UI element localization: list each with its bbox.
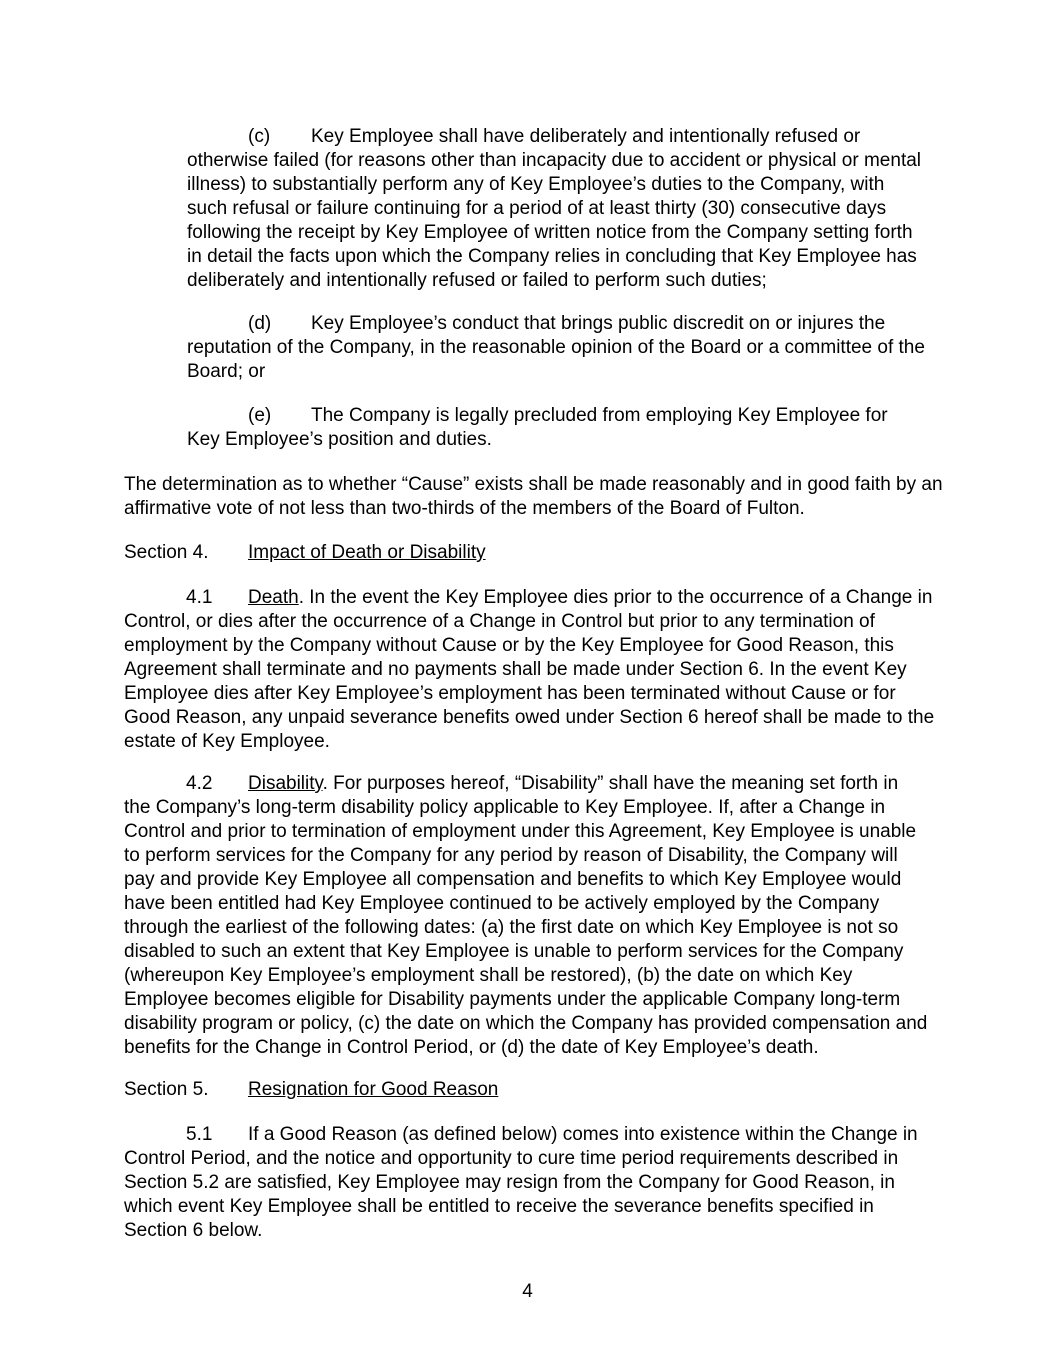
text-line: such refusal or failure continuing for a period of at least thirty (30) consecutive days	[187, 198, 887, 219]
paragraph-number: 4.1	[186, 587, 213, 608]
list-marker: (c)	[248, 126, 271, 147]
text-line: Section 6 below.	[124, 1220, 263, 1241]
text-line: Key Employee’s position and duties.	[187, 429, 492, 450]
section-title: Impact of Death or Disability	[248, 542, 486, 563]
paragraph-e	[187, 404, 888, 452]
text-line: following the receipt by Key Employee of written notice from the Company setting forth	[187, 222, 913, 243]
paragraph-number: 4.2	[186, 773, 213, 794]
text-line: Control, or dies after the occurrence of a Change in Control but prior to any termination of	[124, 611, 875, 632]
section-label: Section 4.	[124, 542, 209, 563]
text-line: The Company is legally precluded from employing Key Employee for	[311, 405, 888, 426]
text-line: disabled to such an extent that Key Employee is unable to perform services for the Company	[124, 941, 904, 962]
text-line: estate of Key Employee.	[124, 731, 330, 752]
text-line: Employee dies after Key Employee’s employment has been terminated without Cause or for	[124, 683, 896, 704]
text-line: employment by the Company without Cause or by the Key Employee for Good Reason, this	[124, 635, 894, 656]
cause-determination-paragraph	[124, 473, 943, 521]
text-line: disability program or policy, (c) the date on which the Company has provided compensation and	[124, 1013, 928, 1034]
text-line: in detail the facts upon which the Company relies in concluding that Key Employee has	[187, 246, 917, 267]
paragraph-4-2	[124, 772, 927, 1060]
text-line: through the earliest of the following dates: (a) the first date on which Key Employee is not so	[124, 917, 899, 938]
paragraph-4-1	[124, 586, 934, 754]
paragraph-5-1	[124, 1123, 918, 1243]
text-line: . In the event the Key Employee dies prior to the occurrence of a Change in	[298, 587, 933, 608]
paragraph-heading: Disability	[248, 773, 323, 794]
text-line: Key Employee shall have deliberately and intentionally refused or	[311, 126, 861, 147]
page-number: 4	[522, 1281, 533, 1302]
text-line: the Company’s long-term disability policy applicable to Key Employee. If, after a Change in	[124, 797, 886, 818]
paragraph-heading: Death	[248, 587, 299, 608]
section-label: Section 5.	[124, 1079, 209, 1100]
paragraph-c	[187, 125, 921, 293]
text-line: benefits for the Change in Control Period, or (d) the date of Key Employee’s death.	[124, 1037, 819, 1058]
text-line: to perform services for the Company for any period by reason of Disability, the Company will	[124, 845, 898, 866]
list-marker: (d)	[248, 313, 272, 334]
text-line: Key Employee’s conduct that brings public discredit on or injures the	[311, 313, 886, 334]
text-line: Control Period, and the notice and opportunity to cure time period requirements described in	[124, 1148, 899, 1169]
text-line: pay and provide Key Employee all compensation and benefits to which Key Employee would	[124, 869, 902, 890]
text-line: Employee becomes eligible for Disability payments under the applicable Company long-term	[124, 989, 901, 1010]
text-line: If a Good Reason (as defined below) comes into existence within the Change in	[248, 1124, 918, 1145]
text-line: The determination as to whether “Cause” exists shall be made reasonably and in good faith by an	[124, 474, 943, 495]
text-line: otherwise failed (for reasons other than incapacity due to accident or physical or mental	[187, 150, 922, 171]
text-line: illness) to substantially perform any of Key Employee’s duties to the Company, with	[187, 174, 885, 195]
text-line: affirmative vote of not less than two-thirds of the members of the Board of Fulton.	[124, 498, 805, 519]
text-line: Section 5.2 are satisfied, Key Employee may resign from the Company for Good Reason, in	[124, 1172, 895, 1193]
text-line: Board; or	[187, 361, 266, 382]
paragraph-d	[187, 312, 925, 384]
section-4-heading	[124, 541, 486, 565]
text-line: reputation of the Company, in the reasonable opinion of the Board or a committee of the	[187, 337, 925, 358]
text-line: (whereupon Key Employee’s employment shall be restored), (b) the date on which Key	[124, 965, 853, 986]
text-line: which event Key Employee shall be entitled to receive the severance benefits specified in	[124, 1196, 874, 1217]
paragraph-number: 5.1	[186, 1124, 213, 1145]
text-line: deliberately and intentionally refused or failed to perform such duties;	[187, 270, 767, 291]
text-line: . For purposes hereof, “Disability” shall have the meaning set forth in	[322, 773, 899, 794]
section-5-heading	[124, 1078, 498, 1102]
text-line: Control and prior to termination of employment under this Agreement, Key Employee is unable	[124, 821, 917, 842]
list-marker: (e)	[248, 405, 272, 426]
text-line: Good Reason, any unpaid severance benefits owed under Section 6 hereof shall be made to the	[124, 707, 935, 728]
text-line: have been entitled had Key Employee continued to be actively employed by the Company	[124, 893, 880, 914]
section-title: Resignation for Good Reason	[248, 1079, 499, 1100]
text-line: Agreement shall terminate and no payments shall be made under Section 6. In the event Key	[124, 659, 907, 680]
